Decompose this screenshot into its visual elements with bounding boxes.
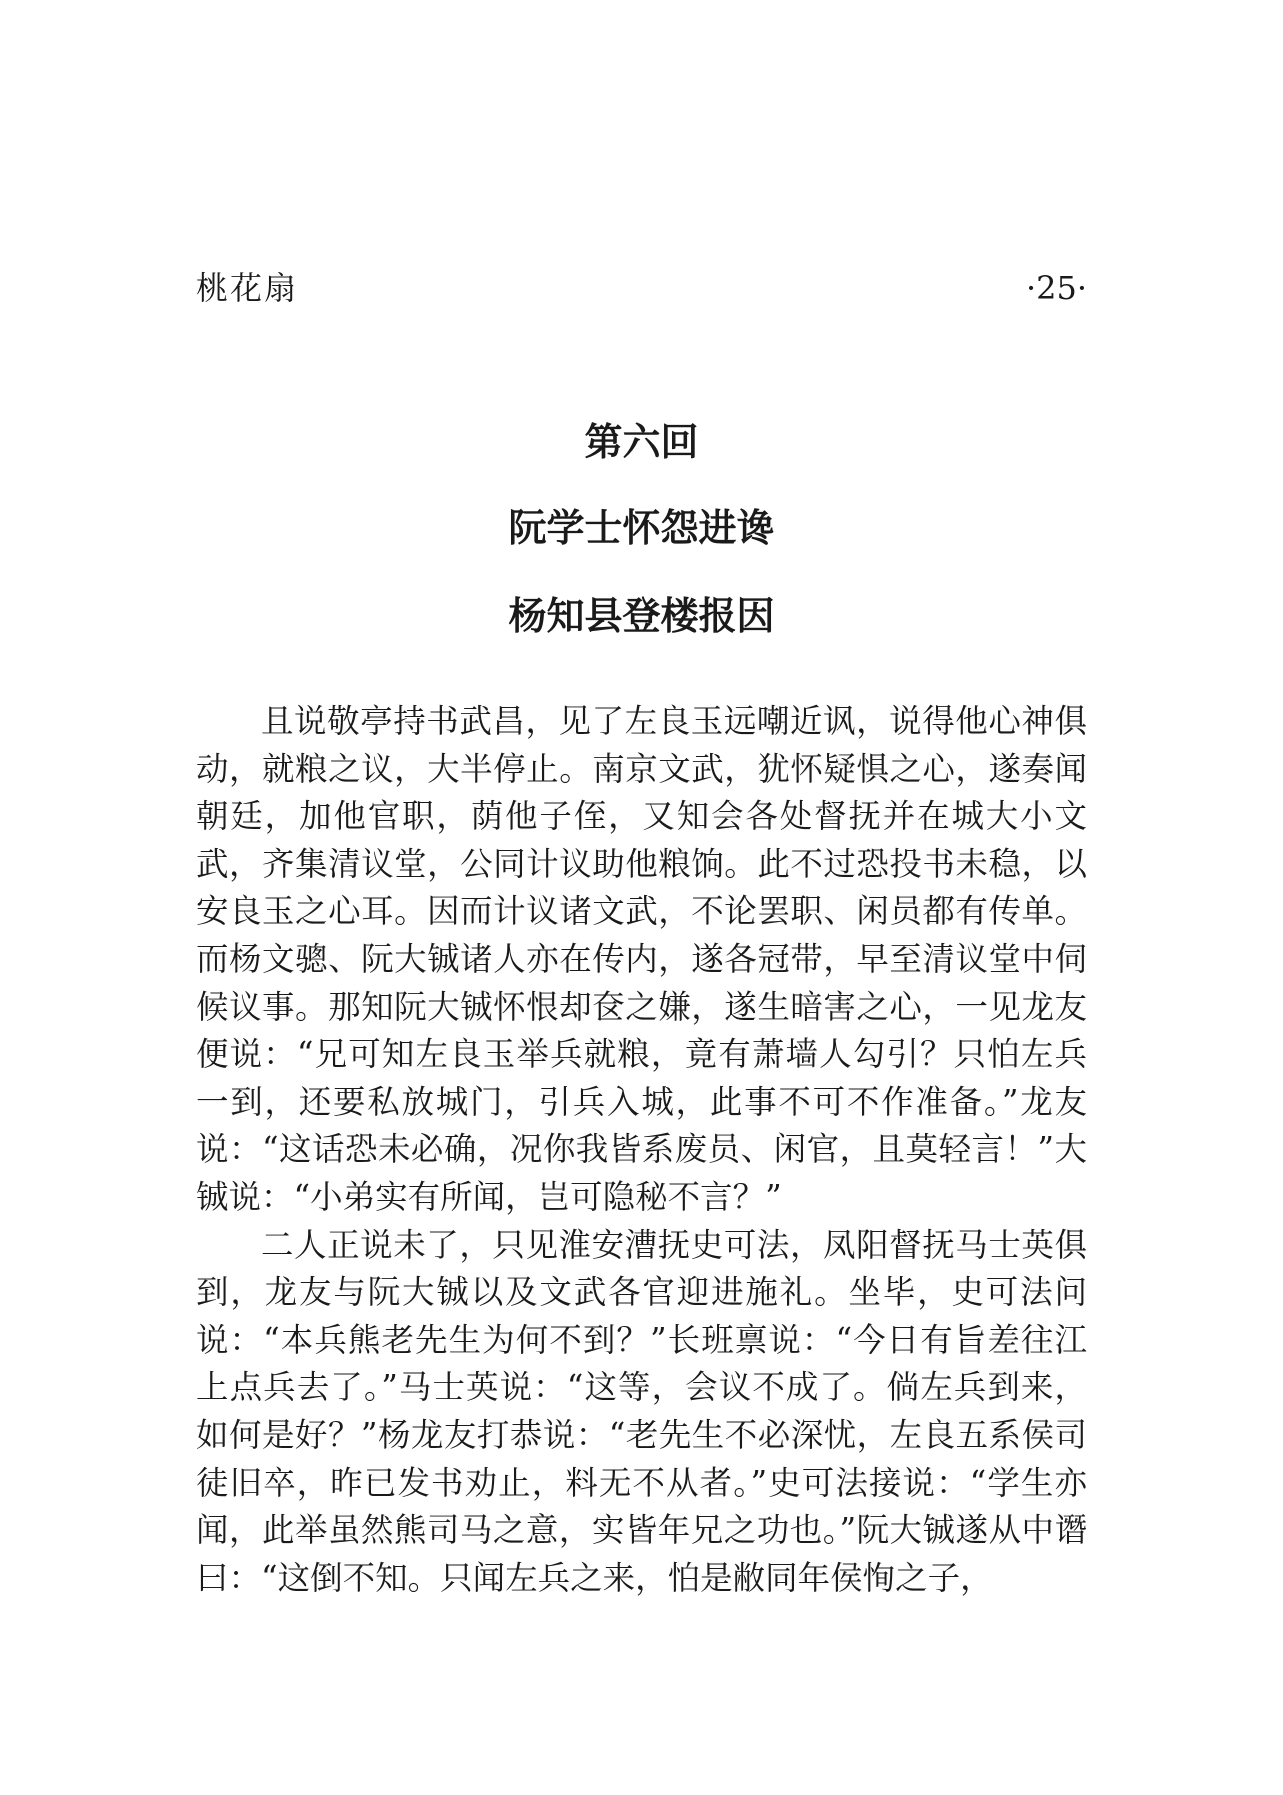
- running-head-book-title: 桃花扇: [196, 269, 299, 307]
- chapter-number: 第六回: [584, 420, 699, 464]
- chapter-title-line-1: 阮学士怀怨进谗: [508, 506, 775, 550]
- paragraph: 且说敬亭持书武昌，见了左良玉远嘲近讽，说得他心神俱动，就粮之议，大半停止。南京文武，犹怀疑惧之心，遂奏闻朝廷，加他官职，荫他子侄，又知会各处督抚并在城大小文武，齐集清议堂，公同计议助他粮饷。此不过恐投书未稳，以安良玉之心耳。因而计议诸文武，不论罢职、闲员都有传单。而杨文骢、阮大铖诸人亦在传内，遂各冠带，早至清议堂中伺候议事。那知阮大铖怀恨却奁之嫌，遂生暗害之心，一见龙友便说：“兄可知左良玉举兵就粮，竟有萧墙人勾引？只怕左兵一到，还要私放城门，引兵入城，此事不可不作准备。”龙友说：“这话恐未必确，况你我皆系废员、闲官，且莫轻言！”大铖说：“小弟实有所闻，岂可隐秘不言？”: [196, 702, 1087, 1216]
- chapter-title-line-2: 杨知县登楼报因: [508, 594, 775, 638]
- paragraph: 二人正说未了，只见淮安漕抚史可法，凤阳督抚马士英俱到，龙友与阮大铖以及文武各官迎进施礼。坐毕，史可法问说：“本兵熊老先生为何不到？”长班禀说：“今日有旨差往江上点兵去了。”马士英说：“这等，会议不成了。倘左兵到来，如何是好？”杨龙友打恭说：“老先生不必深忧，左良五系侯司徒旧卒，昨已发书劝止，料无不从者。”史可法接说：“学生亦闻，此举虽然熊司马之意，实皆年兄之功也。”阮大铖遂从中谮曰：“这倒不知。只闻左兵之来，怕是敝同年侯恂之子，: [196, 1225, 1087, 1597]
- page-number: ·25·: [1025, 269, 1087, 307]
- body-text: [196, 698, 1087, 1602]
